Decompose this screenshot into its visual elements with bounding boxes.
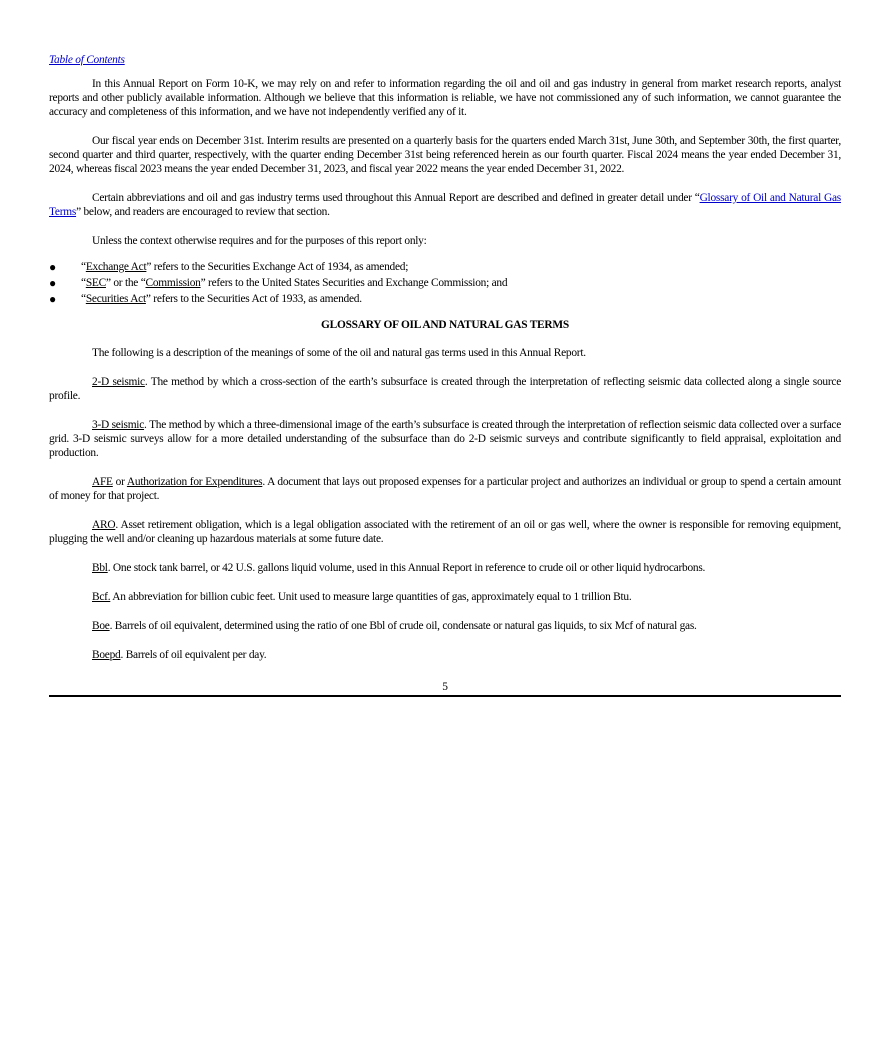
definition-securities-act: ” refers to the Securities Act of 1933, as amended. bbox=[145, 293, 362, 305]
definitions-list bbox=[49, 260, 841, 306]
bullet-icon: ● bbox=[49, 292, 56, 306]
open-quote: “ bbox=[81, 293, 86, 305]
document-page bbox=[49, 53, 841, 697]
list-item-exchange-act bbox=[49, 260, 841, 274]
term-bbl: Bbl bbox=[92, 562, 108, 574]
bullet-icon: ● bbox=[49, 276, 56, 290]
term-3d-seismic: 3-D seismic bbox=[92, 419, 145, 431]
term-sec: SEC bbox=[85, 277, 106, 289]
glossary-entry-boe bbox=[49, 619, 841, 633]
term-2d-seismic: 2-D seismic bbox=[92, 376, 145, 388]
definition-bcf: An abbreviation for billion cubic feet. Unit used to measure large quantities of gas, approximately equal to 1 trillion Btu. bbox=[110, 591, 632, 603]
definition-aro: . Asset retirement obligation, which is a legal obligation associated with the retirement of an oil or gas well, where the owner is responsible for removing equipment, plugging the well and/or cleaning up hazardous materials at some future date. bbox=[49, 519, 841, 545]
definition-boe: . Barrels of oil equivalent, determined using the ratio of one Bbl of crude oil, condensate or natural gas liquids, to six Mcf of natural gas. bbox=[109, 620, 697, 632]
glossary-entry-3d-seismic bbox=[49, 418, 841, 460]
term-afe: AFE bbox=[92, 476, 113, 488]
definition-bbl: . One stock tank barrel, or 42 U.S. gallons liquid volume, used in this Annual Report in reference to crude oil or other liquid hydrocarbons. bbox=[107, 562, 706, 574]
page-footer-divider bbox=[49, 695, 841, 697]
term-commission: Commission bbox=[145, 277, 201, 289]
glossary-entry-afe bbox=[49, 475, 841, 503]
term-exchange-act: Exchange Act bbox=[85, 261, 147, 273]
definition-3d-seismic: . The method by which a three-dimensional image of the earth’s subsurface is created through the interpretation of reflection seismic data collected over a surface grid. 3-D seismic surveys allow for a more detailed understanding of the subsurface than do 2-D seismic surveys and contribute significantly to field appraisal, exploitation and production. bbox=[49, 419, 842, 459]
definition-exchange-act: ” refers to the Securities Exchange Act of 1934, as amended; bbox=[146, 261, 409, 273]
term-boe: Boe bbox=[92, 620, 110, 632]
glossary-intro: The following is a description of the meanings of some of the oil and natural gas terms used in this Annual Report. bbox=[92, 347, 586, 359]
term-separator: ” or the “ bbox=[105, 277, 146, 289]
list-item-securities-act bbox=[49, 292, 841, 306]
open-quote: “ bbox=[81, 277, 86, 289]
table-of-contents-link[interactable]: Table of Contents bbox=[49, 54, 125, 66]
intro-paragraph-market-data: In this Annual Report on Form 10-K, we may rely on and refer to information regarding the oil and oil and gas industry in general from market research reports, analyst reports and other publicly available information. Although we believe that this information is reliable, we have not commissioned any of such information, we cannot guarantee the accuracy and completeness of this information, and we have not independently verified any of it. bbox=[49, 78, 841, 118]
term-or: or bbox=[112, 476, 127, 488]
list-item-sec bbox=[49, 276, 841, 290]
definition-2d-seismic: . The method by which a cross-section of the earth’s subsurface is created through the interpretation of reflecting seismic data collected along a single source profile. bbox=[49, 376, 842, 402]
abbrev-text-after: ” below, and readers are encouraged to review that section. bbox=[76, 206, 330, 218]
glossary-entry-boepd bbox=[49, 648, 841, 662]
term-bcf: Bcf. bbox=[92, 591, 111, 603]
abbrev-text-before: Certain abbreviations and oil and gas industry terms used throughout this Annual Report are described and defined in greater detail under “ bbox=[92, 192, 700, 204]
bullet-icon: ● bbox=[49, 260, 56, 274]
definition-boepd: . Barrels of oil equivalent per day. bbox=[120, 649, 267, 661]
definition-afe: . A document that lays out proposed expenses for a particular project and authorizes an individual or group to spend a certain amount of money for that project. bbox=[49, 476, 841, 502]
glossary-heading: GLOSSARY OF OIL AND NATURAL GAS TERMS bbox=[321, 319, 569, 331]
term-authorization-for-expenditures: Authorization for Expenditures bbox=[126, 476, 263, 488]
open-quote: “ bbox=[81, 261, 86, 273]
intro-paragraph-abbreviations bbox=[49, 191, 841, 219]
definition-sec: ” refers to the United States Securities and Exchange Commission; and bbox=[200, 277, 508, 289]
term-boepd: Boepd bbox=[92, 649, 121, 661]
glossary-entry-bbl bbox=[49, 561, 841, 575]
term-aro: ARO bbox=[92, 519, 116, 531]
glossary-entry-aro bbox=[49, 518, 841, 546]
page-number: 5 bbox=[442, 681, 448, 693]
intro-paragraph-fiscal-year: Our fiscal year ends on December 31st. Interim results are presented on a quarterly basis for the quarters ended March 31st, June 30th, and September 30th, the first quarter, second quarter and third quarter, respectively, with the quarter ending December 31st being referenced herein as our fourth quarter. Fiscal 2024 means the year ended December 31, 2024, whereas fiscal 2023 means the year ended December 31, 2023, and fiscal year 2022 means the year ended December 31, 2022. bbox=[49, 135, 841, 175]
intro-paragraph-context: Unless the context otherwise requires and for the purposes of this report only: bbox=[92, 235, 427, 247]
term-securities-act: Securities Act bbox=[85, 293, 146, 305]
glossary-link[interactable]: Glossary of Oil and Natural Gas Terms bbox=[49, 192, 841, 218]
glossary-entry-bcf bbox=[49, 590, 841, 604]
glossary-entry-2d-seismic bbox=[49, 375, 841, 403]
